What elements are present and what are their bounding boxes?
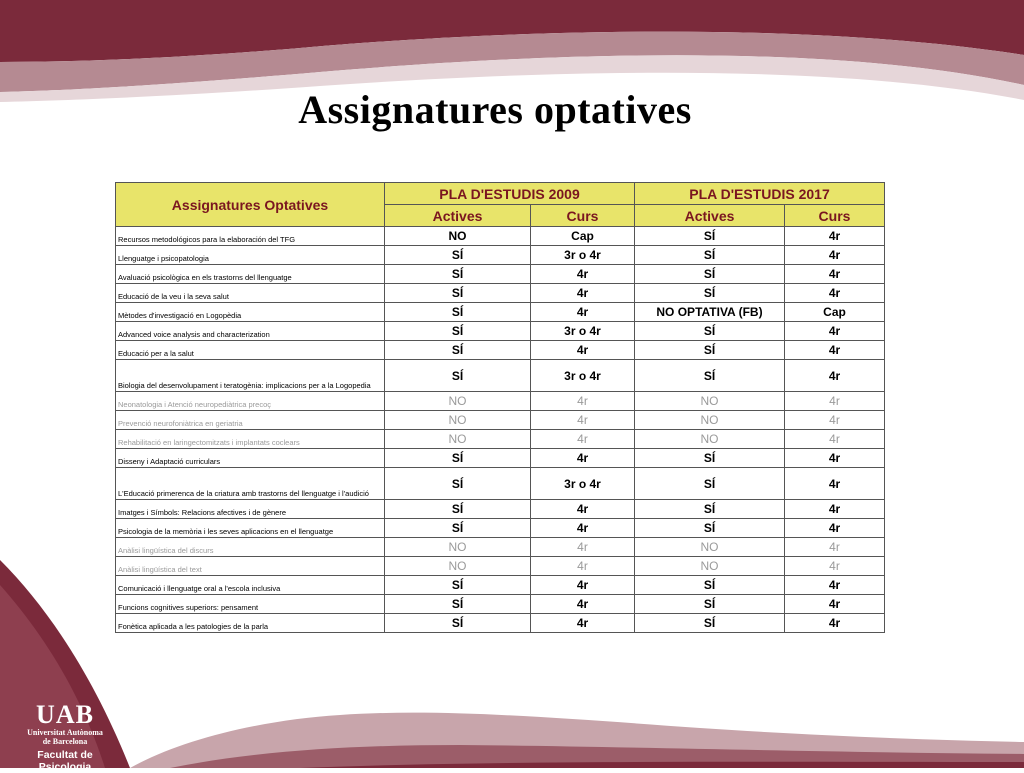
page-title: Assignatures optatives <box>298 87 692 132</box>
curs-2009-cell: 3r o 4r <box>531 246 635 265</box>
table-row <box>116 430 885 449</box>
subject-name-cell: Educació per a la salut <box>116 341 385 360</box>
actives-2017-cell: SÍ <box>635 246 785 265</box>
subject-name-cell: Anàlisi lingüística del discurs <box>116 538 385 557</box>
table-row <box>116 557 885 576</box>
curs-2009-cell: 4r <box>531 411 635 430</box>
subject-name-cell: Prevenció neurofoniàtrica en geriatria <box>116 411 385 430</box>
curs-2009-cell: 4r <box>531 265 635 284</box>
table-row <box>116 341 885 360</box>
table-row <box>116 449 885 468</box>
curs-2017-cell: 4r <box>785 246 885 265</box>
header-curs-2009: Curs <box>531 205 635 227</box>
actives-2017-cell: SÍ <box>635 519 785 538</box>
actives-2017-cell: SÍ <box>635 449 785 468</box>
uab-logo <box>10 702 120 773</box>
header-subjects: Assignatures Optatives <box>116 183 385 227</box>
curs-2017-cell: 4r <box>785 595 885 614</box>
table-row <box>116 576 885 595</box>
table-row <box>116 322 885 341</box>
actives-2009-cell: NO <box>385 392 531 411</box>
table-row <box>116 500 885 519</box>
curs-2009-cell: 4r <box>531 519 635 538</box>
header-plan-2017: PLA D'ESTUDIS 2017 <box>635 183 885 205</box>
subject-name-cell: Avaluació psicològica en els trastorns del llenguatge <box>116 265 385 284</box>
actives-2017-cell: SÍ <box>635 595 785 614</box>
curs-2017-cell: 4r <box>785 265 885 284</box>
curs-2009-cell: 3r o 4r <box>531 360 635 392</box>
subject-name-cell: Mètodes d'investigació en Logopèdia <box>116 303 385 322</box>
actives-2009-cell: NO <box>385 411 531 430</box>
curs-2009-cell: 4r <box>531 430 635 449</box>
faculty-name: Facultat de Psicologia <box>37 749 93 773</box>
subject-name-cell: Biologia del desenvolupament i teratogènia: implicacions per a la Logopedia <box>116 360 385 392</box>
curs-2009-cell: 4r <box>531 500 635 519</box>
curs-2017-cell: 4r <box>785 227 885 246</box>
table-row <box>116 519 885 538</box>
actives-2009-cell: SÍ <box>385 449 531 468</box>
actives-2017-cell: SÍ <box>635 360 785 392</box>
subject-name-cell: Imatges i Símbols: Relacions afectives i de gènere <box>116 500 385 519</box>
curs-2009-cell: 4r <box>531 595 635 614</box>
curs-2017-cell: 4r <box>785 500 885 519</box>
subject-name-cell: L'Educació primerenca de la criatura amb trastorns del llenguatge i l'audició <box>116 468 385 500</box>
subject-name-cell: Rehabilitació en laringectomitzats i implantats coclears <box>116 430 385 449</box>
actives-2009-cell: SÍ <box>385 360 531 392</box>
table-body <box>116 227 885 633</box>
actives-2017-cell: SÍ <box>635 614 785 633</box>
curs-2009-cell: 4r <box>531 449 635 468</box>
table-row <box>116 392 885 411</box>
actives-2009-cell: SÍ <box>385 614 531 633</box>
curs-2017-cell: 4r <box>785 430 885 449</box>
curs-2017-cell: 4r <box>785 614 885 633</box>
actives-2017-cell: SÍ <box>635 468 785 500</box>
curs-2009-cell: Cap <box>531 227 635 246</box>
subject-name-cell: Recursos metodológicos para la elaboración del TFG <box>116 227 385 246</box>
actives-2017-cell: SÍ <box>635 265 785 284</box>
header-curs-2017: Curs <box>785 205 885 227</box>
actives-2017-cell: NO OPTATIVA (FB) <box>635 303 785 322</box>
curs-2009-cell: 4r <box>531 303 635 322</box>
curs-2017-cell: 4r <box>785 392 885 411</box>
curs-2017-cell: 4r <box>785 411 885 430</box>
table-row <box>116 265 885 284</box>
table-row <box>116 595 885 614</box>
table-row <box>116 284 885 303</box>
subject-name-cell: Disseny i Adaptació curriculars <box>116 449 385 468</box>
subject-name-cell: Anàlisi lingüística del text <box>116 557 385 576</box>
table-row <box>116 360 885 392</box>
actives-2009-cell: SÍ <box>385 265 531 284</box>
curs-2017-cell: Cap <box>785 303 885 322</box>
actives-2017-cell: NO <box>635 411 785 430</box>
actives-2017-cell: NO <box>635 430 785 449</box>
table-row <box>116 246 885 265</box>
curs-2017-cell: 4r <box>785 538 885 557</box>
curs-2017-cell: 4r <box>785 360 885 392</box>
curs-2017-cell: 4r <box>785 341 885 360</box>
actives-2009-cell: SÍ <box>385 500 531 519</box>
actives-2009-cell: SÍ <box>385 322 531 341</box>
curs-2017-cell: 4r <box>785 322 885 341</box>
curs-2017-cell: 4r <box>785 449 885 468</box>
table-row <box>116 614 885 633</box>
curs-2017-cell: 4r <box>785 468 885 500</box>
actives-2017-cell: SÍ <box>635 322 785 341</box>
subject-name-cell: Neonatologia i Atenció neuropediàtrica precoç <box>116 392 385 411</box>
table-row <box>116 468 885 500</box>
curs-2009-cell: 4r <box>531 341 635 360</box>
actives-2017-cell: NO <box>635 538 785 557</box>
uab-mark: UAB <box>36 700 94 729</box>
curs-2017-cell: 4r <box>785 284 885 303</box>
actives-2017-cell: SÍ <box>635 500 785 519</box>
curs-2009-cell: 4r <box>531 614 635 633</box>
subject-name-cell: Llenguatge i psicopatologia <box>116 246 385 265</box>
curs-2017-cell: 4r <box>785 576 885 595</box>
actives-2009-cell: SÍ <box>385 576 531 595</box>
actives-2009-cell: NO <box>385 557 531 576</box>
curs-2009-cell: 4r <box>531 557 635 576</box>
header-actives-2017: Actives <box>635 205 785 227</box>
actives-2017-cell: SÍ <box>635 284 785 303</box>
header-plan-2009: PLA D'ESTUDIS 2009 <box>385 183 635 205</box>
actives-2017-cell: SÍ <box>635 341 785 360</box>
header-actives-2009: Actives <box>385 205 531 227</box>
curs-2009-cell: 3r o 4r <box>531 322 635 341</box>
actives-2009-cell: SÍ <box>385 595 531 614</box>
actives-2017-cell: NO <box>635 392 785 411</box>
curs-2017-cell: 4r <box>785 519 885 538</box>
subject-name-cell: Advanced voice analysis and characterization <box>116 322 385 341</box>
actives-2009-cell: NO <box>385 227 531 246</box>
actives-2017-cell: NO <box>635 557 785 576</box>
table-row <box>116 227 885 246</box>
subject-name-cell: Psicologia de la memòria i les seves aplicacions en el llenguatge <box>116 519 385 538</box>
university-name-line1: Universitat Autònoma <box>27 728 103 737</box>
subject-name-cell: Fonètica aplicada a les patologies de la parla <box>116 614 385 633</box>
actives-2017-cell: SÍ <box>635 576 785 595</box>
optional-subjects-table <box>115 182 885 633</box>
actives-2009-cell: SÍ <box>385 303 531 322</box>
actives-2009-cell: NO <box>385 538 531 557</box>
curs-2009-cell: 3r o 4r <box>531 468 635 500</box>
actives-2009-cell: SÍ <box>385 246 531 265</box>
subject-name-cell: Comunicació i llenguatge oral a l'escola inclusiva <box>116 576 385 595</box>
subject-name-cell: Educació de la veu i la seva salut <box>116 284 385 303</box>
curs-2009-cell: 4r <box>531 576 635 595</box>
curs-2017-cell: 4r <box>785 557 885 576</box>
table-row <box>116 538 885 557</box>
actives-2009-cell: SÍ <box>385 468 531 500</box>
actives-2009-cell: SÍ <box>385 519 531 538</box>
actives-2009-cell: SÍ <box>385 284 531 303</box>
actives-2009-cell: SÍ <box>385 341 531 360</box>
table-row <box>116 303 885 322</box>
subject-name-cell: Funcions cognitives superiors: pensament <box>116 595 385 614</box>
curs-2009-cell: 4r <box>531 392 635 411</box>
actives-2009-cell: NO <box>385 430 531 449</box>
university-name-line2: de Barcelona <box>42 737 88 746</box>
curs-2009-cell: 4r <box>531 538 635 557</box>
curs-2009-cell: 4r <box>531 284 635 303</box>
actives-2017-cell: SÍ <box>635 227 785 246</box>
table-row <box>116 411 885 430</box>
